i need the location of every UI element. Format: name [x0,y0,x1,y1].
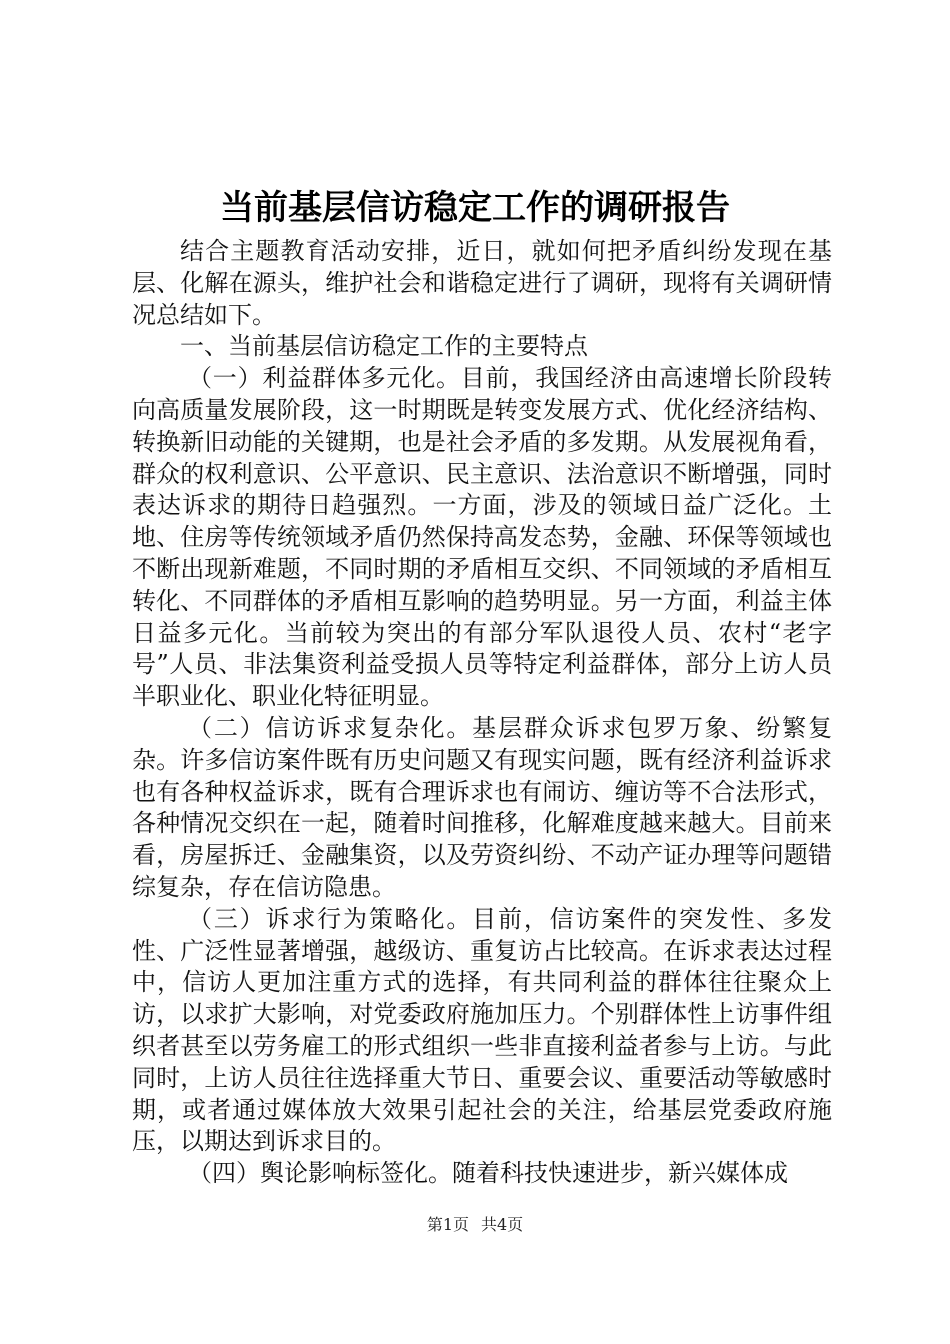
point-three-paragraph: （三）诉求行为策略化。目前，信访案件的突发性、多发性、广泛性显著增强，越级访、重复访占比较高。在诉求表达过程中，信访人更加注重方式的选择，有共同利益的群体往往聚众上访，以求扩大影响，对党委政府施加压力。个别群体性上访事件组织者甚至以劳务雇工的形式组织一些非直接利益者参与上访。与此同时，上访人员往往选择重大节日、重要会议、重要活动等敏感时期，或者通过媒体放大效果引起社会的关注，给基层党委政府施压，以期达到诉求目的。 [132,904,832,1156]
point-two-paragraph: （二）信访诉求复杂化。基层群众诉求包罗万象、纷繁复杂。许多信访案件既有历史问题又有现实问题，既有经济利益诉求也有各种权益诉求，既有合理诉求也有闹访、缠访等不合法形式，各种情况交织在一起，随着时间推移，化解难度越来越大。目前来看，房屋拆迁、金融集资，以及劳资纠纷、不动产证办理等问题错综复杂，存在信访隐患。 [132,713,832,901]
page-number: 第1页 [426,1215,469,1234]
document-body [132,236,832,1190]
point-four-paragraph: （四）舆论影响标签化。随着科技快速进步，新兴媒体成 [188,1159,788,1188]
point-one-paragraph: （一）利益群体多元化。目前，我国经济由高速增长阶段转向高质量发展阶段，这一时期既是转变发展方式、优化经济结构、转换新旧动能的关键期，也是社会矛盾的多发期。从发展视角看，群众的权利意识、公平意识、民主意识、法治意识不断增强，同时表达诉求的期待日趋强烈。一方面，涉及的领域日益广泛化。土地、住房等传统领域矛盾仍然保持高发态势，金融、环保等领域也不断出现新难题，不同时期的矛盾相互交织、不同领域的矛盾相互转化、不同群体的矛盾相互影响的趋势明显。另一方面，利益主体日益多元化。当前较为突出的有部分军队退役人员、农村“老字号”人员、非法集资利益受损人员等特定利益群体，部分上访人员半职业化、职业化特征明显。 [132,364,832,711]
page-total: 共4页 [481,1215,524,1234]
intro-paragraph: 结合主题教育活动安排，近日，就如何把矛盾纠纷发现在基层、化解在源头，维护社会和谐稳定进行了调研，现将有关调研情况总结如下。 [132,237,832,329]
page-footer [0,1214,950,1236]
document-title: 当前基层信访稳定工作的调研报告 [220,188,730,228]
section-heading: 一、当前基层信访稳定工作的主要特点 [180,332,588,361]
